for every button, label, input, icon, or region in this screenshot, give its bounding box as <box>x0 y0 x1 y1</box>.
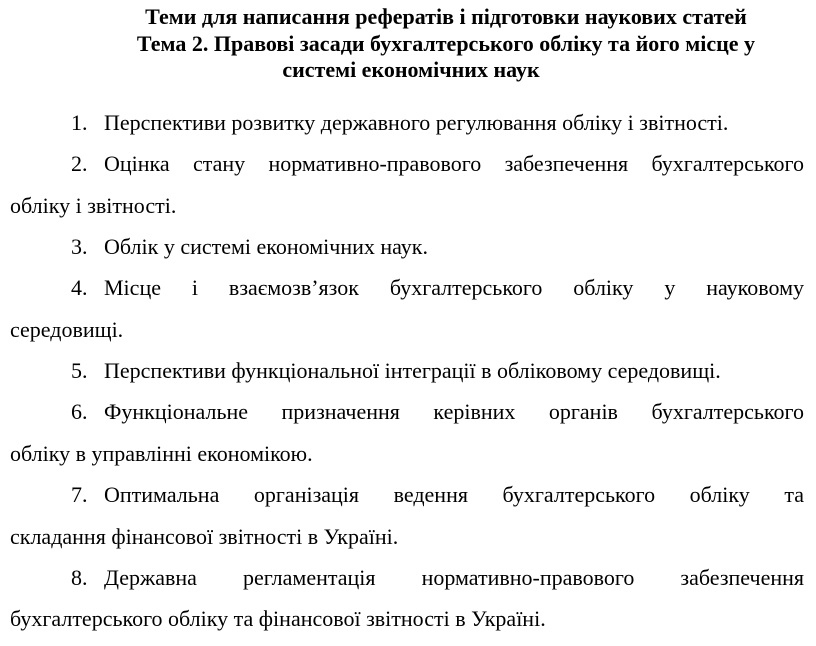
document-title: Теми для написання рефератів і підготовки наукових статей <box>145 4 747 29</box>
list-item-text: Перспективи розвитку державного регулювання обліку і звітності. <box>104 110 729 135</box>
list-item-continuation-text: обліку в управлінні економікою. <box>10 441 313 466</box>
list-item-text: Оцінка стану нормативно-правового забезпечення бухгалтерського <box>104 151 804 176</box>
list-item-number: 6. <box>71 399 88 424</box>
list-item-text: Державна регламентація нормативно-правового забезпечення <box>104 565 804 590</box>
list-item-number: 7. <box>71 482 88 507</box>
list-item-number: 2. <box>71 151 88 176</box>
list-item-text: Облік у системі економічних наук. <box>104 234 428 259</box>
list-item-text: Оптимальна організація ведення бухгалтерського обліку та <box>104 482 804 507</box>
list-item-number: 3. <box>71 234 88 259</box>
list-item-number: 1. <box>71 110 88 135</box>
list-item-number: 4. <box>71 275 88 300</box>
list-item-number: 5. <box>71 358 88 383</box>
list-item-text: Перспективи функціональної інтеграції в обліковому середовищі. <box>104 358 721 383</box>
list-item-number: 8. <box>71 565 88 590</box>
list-item-continuation-text: бухгалтерського обліку та фінансової звітності в Україні. <box>10 606 546 631</box>
list-item-text: Функціональне призначення керівних органів бухгалтерського <box>104 399 804 424</box>
list-item-continuation-text: складання фінансової звітності в Україні. <box>10 524 399 549</box>
topic-title-continuation: системі економічних наук <box>282 57 540 82</box>
list-item-text: Місце і взаємозв’язок бухгалтерського обліку у науковому <box>104 275 804 300</box>
topic-title: Тема 2. Правові засади бухгалтерського обліку та його місце у <box>136 31 756 56</box>
list-item-continuation-text: обліку і звітності. <box>10 193 177 218</box>
list-item-continuation-text: середовищі. <box>10 317 124 342</box>
